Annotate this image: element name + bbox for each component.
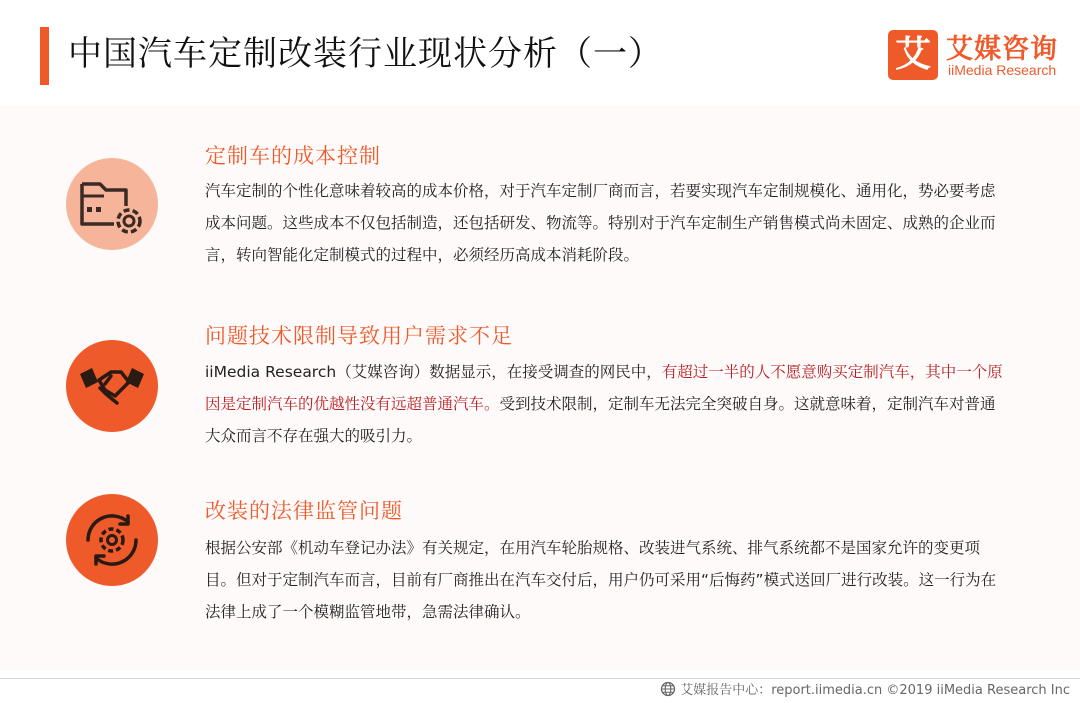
section-body: 汽车定制的个性化意味着较高的成本价格，对于汽车定制厂商而言，若要实现汽车定制规模化、通用化，势必要考虑成本问题。这些成本不仅包括制造，还包括研发、物流等。特别对于汽车定制生产销售模式尚未固定、成熟的企业而言，转向智能化定制模式的过程中，必须经历高成本消耗阶段。	[205, 182, 996, 264]
logo-name-cn: 艾媒咨询	[946, 34, 1058, 65]
highlighted-text: 有超过一半的人不愿意购买定制汽车，其中一个原因是定制汽车的优越性没有远超普通汽车。	[205, 363, 1003, 413]
folder-gear-icon	[66, 158, 158, 250]
body-text: 受到技术限制，定制车无法完全突破自身。这就意味着，定制汽车对普通大众而言不存在强大的吸引力。	[205, 395, 996, 445]
globe-icon	[660, 681, 676, 697]
section-title: 问题技术限制导致用户需求不足	[205, 324, 513, 348]
section-body	[205, 356, 1005, 452]
body-text: iiMedia Research（艾媒咨询）数据显示，在接受调查的网民中，	[205, 363, 662, 381]
logo-mark: 艾	[888, 30, 938, 80]
logo-name-en: iiMedia Research	[948, 62, 1057, 78]
footer-text: 艾媒报告中心：report.iimedia.cn ©2019 iiMedia Research Inc	[680, 683, 1070, 698]
iimedia-logo[interactable]	[888, 30, 1063, 82]
footer	[660, 681, 1070, 700]
handshake-icon	[66, 340, 158, 432]
gear-cycle-icon	[66, 494, 158, 586]
section-body: 根据公安部《机动车登记办法》有关规定，在用汽车轮胎规格、改装进气系统、排气系统都不是国家允许的变更项目。但对于定制汽车而言，目前有厂商推出在汽车交付后，用户仍可采用“后悔药”模式送回厂进行改装。这一行为在法律上成了一个模糊监管地带，急需法律确认。	[205, 539, 997, 621]
footer-divider	[0, 678, 1080, 679]
page-title: 中国汽车定制改装行业现状分析（一）	[68, 34, 663, 74]
section-title: 改装的法律监管问题	[205, 499, 403, 523]
section-title: 定制车的成本控制	[205, 144, 381, 168]
title-accent-bar	[40, 27, 49, 85]
